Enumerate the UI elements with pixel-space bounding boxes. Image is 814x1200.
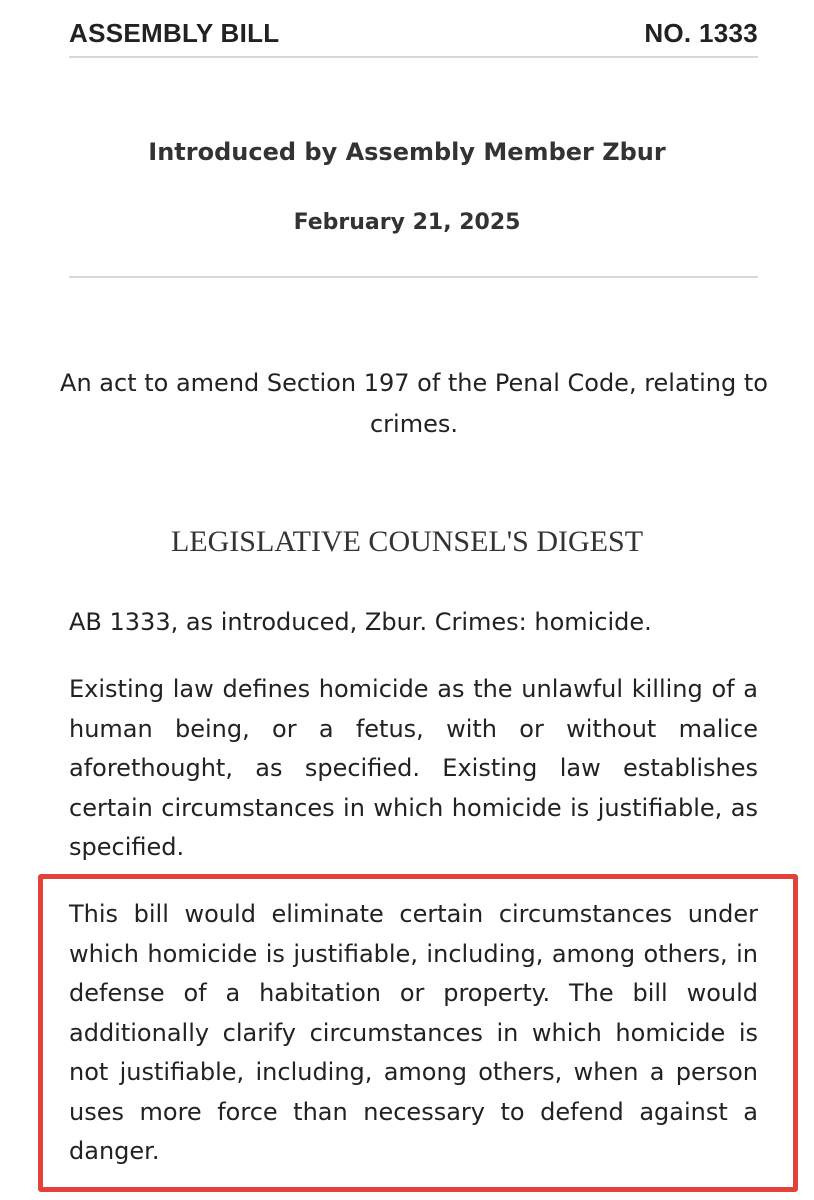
digest-summary-line: AB 1333, as introduced, Zbur. Crimes: homicide. [69, 608, 652, 636]
date-divider [69, 276, 758, 278]
bill-header [69, 16, 758, 50]
bill-number: NO. 1333 [644, 17, 758, 48]
act-title: An act to amend Section 197 of the Penal Code, relating to crimes. [60, 369, 768, 438]
existing-law-paragraph: Existing law defines homicide as the unlawful killing of a human being, or a fetus, with or without malice aforethought, as specified. Existing law establishes certain circumstances in which homicide is justifiable, as specified. [69, 675, 758, 861]
bill-type-label: ASSEMBLY BILL [69, 17, 280, 48]
highlight-annotation-box [38, 874, 798, 1192]
digest-heading: LEGISLATIVE COUNSEL'S DIGEST [170, 525, 644, 558]
bill-effect-paragraph: This bill would eliminate certain circumstances under which homicide is justifiable, including, among others, in defense of a habitation or property. The bill would additionally clarify circumstances in which homicide is not justifiable, including, among others, when a person uses more force than necessary to defend against a danger. [69, 900, 758, 1165]
introduced-by: Introduced by Assembly Member Zbur [148, 138, 666, 166]
introduction-date: February 21, 2025 [293, 210, 521, 235]
header-divider [69, 56, 758, 58]
